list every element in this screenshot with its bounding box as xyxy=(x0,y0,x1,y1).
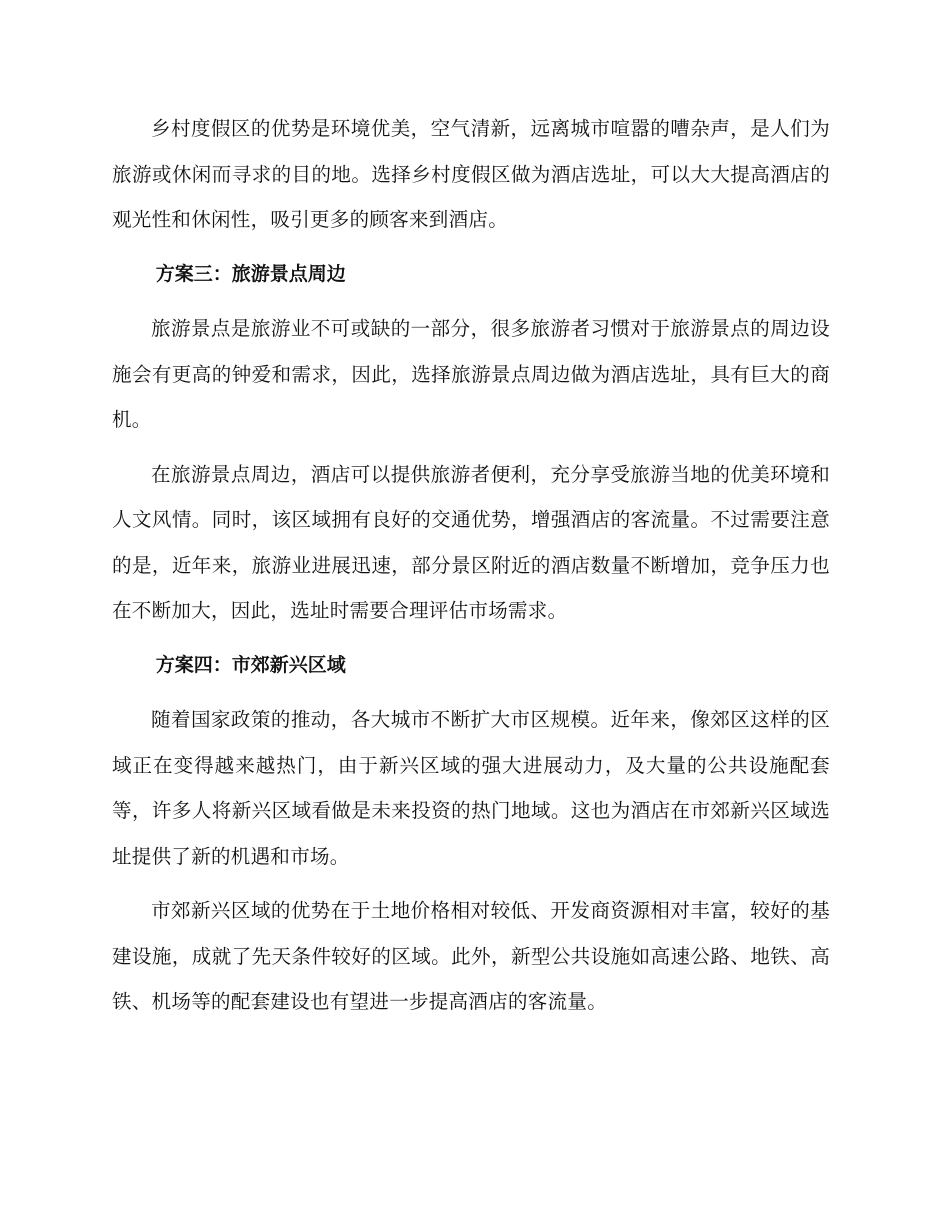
document-body xyxy=(112,106,830,1025)
heading-plan-three: 方案三：旅游景点周边 xyxy=(155,262,346,285)
heading-plan-four: 方案四：市郊新兴区域 xyxy=(155,653,346,676)
paragraph-suburban-policy: 随着国家政策的推动，各大城市不断扩大市区规模。近年来，像郊区这样的区域正在变得越来越热门，由于新兴区域的强大进展动力，及大量的公共设施配套等，许多人将新兴区域看做是未来投资的热门地域。这也为酒店在市郊新兴区域选址提供了新的机遇和市场。 xyxy=(112,708,830,868)
paragraph-tourist-attractions: 旅游景点是旅游业不可或缺的一部分，很多旅游者习惯对于旅游景点的周边设施会有更高的钟爱和需求，因此，选择旅游景点周边做为酒店选址，具有巨大的商机。 xyxy=(112,317,830,431)
paragraph-suburban-advantages: 市郊新兴区域的优势在于土地价格相对较低、开发商资源相对丰富，较好的基建设施，成就了先天条件较好的区域。此外，新型公共设施如高速公路、地铁、高铁、机场等的配套建设也有望进一步提高酒店的客流量。 xyxy=(112,899,830,1013)
paragraph-attraction-surroundings: 在旅游景点周边，酒店可以提供旅游者便利，充分享受旅游当地的优美环境和人文风情。同时，该区域拥有良好的交通优势，增强酒店的客流量。不过需要注意的是，近年来，旅游业进展迅速，部分景区附近的酒店数量不断增加，竞争压力也在不断加大，因此，选址时需要合理评估市场需求。 xyxy=(112,462,830,622)
paragraph-rural-resort: 乡村度假区的优势是环境优美，空气清新，远离城市喧嚣的嘈杂声，是人们为旅游或休闲而寻求的目的地。选择乡村度假区做为酒店选址，可以大大提高酒店的观光性和休闲性，吸引更多的顾客来到酒店。 xyxy=(112,117,830,231)
